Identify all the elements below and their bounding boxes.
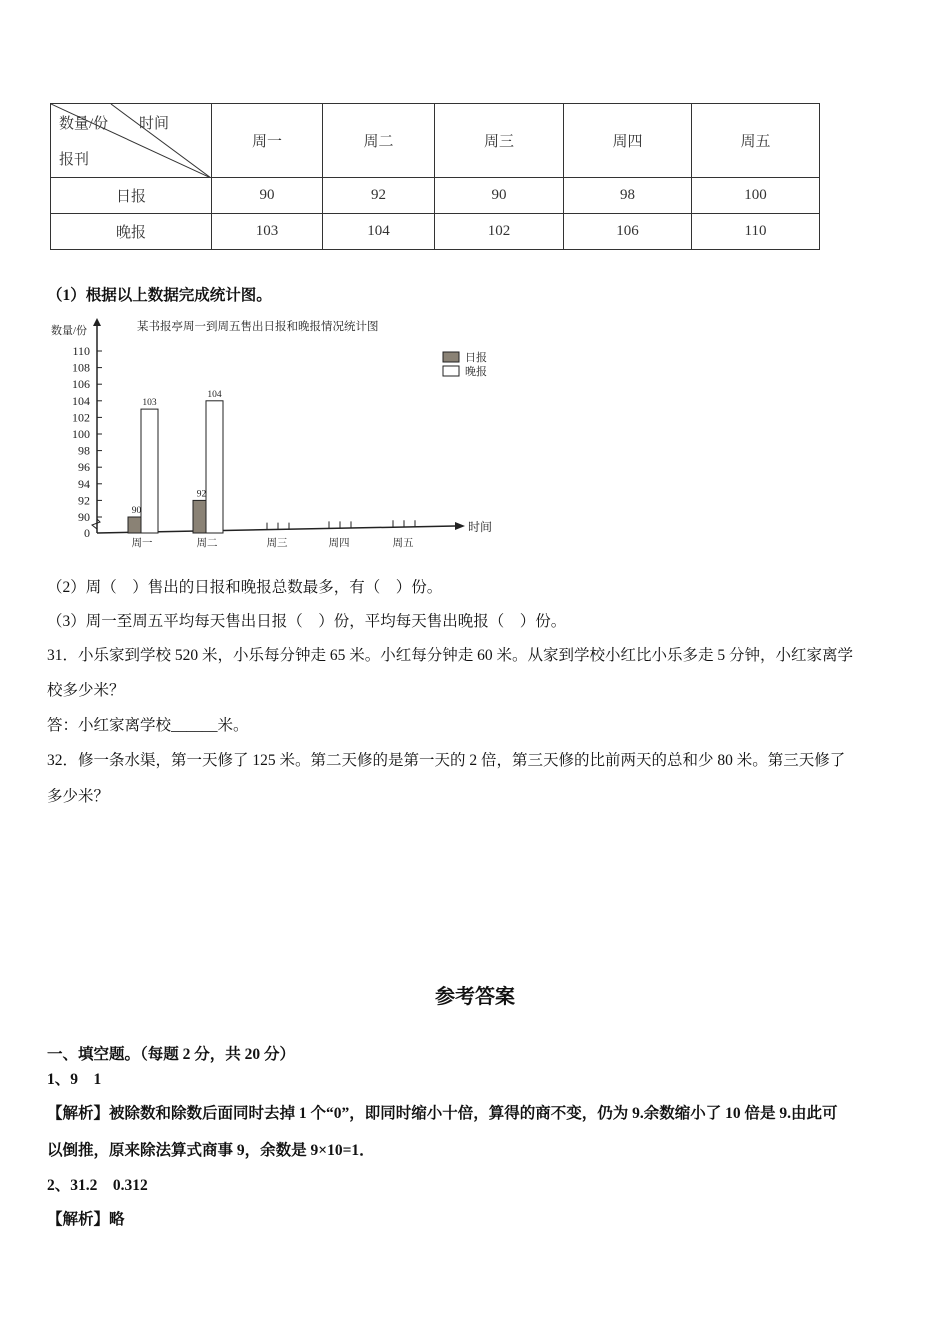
problem-32: 32．修一条水渠，第一天修了 125 米。第二天修的是第一天的 2 倍，第三天修的比前两天的总和少 80 米。第三天修了 bbox=[47, 752, 846, 769]
cell: 98 bbox=[564, 178, 692, 214]
row-label: 晚报 bbox=[51, 214, 212, 250]
newspaper-sales-table bbox=[50, 103, 820, 250]
y-tick-label: 92 bbox=[78, 493, 90, 508]
x-axis-label: 时间 bbox=[468, 520, 493, 534]
cell: 90 bbox=[212, 178, 323, 214]
x-tick-label: 周二 bbox=[196, 538, 218, 549]
answer-2-explanation: 【解析】略 bbox=[47, 1211, 125, 1228]
x-tick-label: 周三 bbox=[266, 538, 288, 549]
x-tick-label: 周一 bbox=[131, 538, 153, 549]
answer-2: 2、31.2 0.312 bbox=[47, 1177, 148, 1194]
legend-swatch bbox=[443, 352, 459, 362]
legend-label: 日报 bbox=[465, 352, 487, 364]
problem-31-answer: 答：小红家离学校______米。 bbox=[47, 717, 249, 734]
y-tick-label: 102 bbox=[72, 410, 90, 425]
answer-1: 1、9 1 bbox=[47, 1071, 102, 1088]
y-tick-label: 104 bbox=[72, 393, 90, 408]
question-1: （1）根据以上数据完成统计图。 bbox=[47, 287, 272, 304]
corner-label-time: 时间 bbox=[139, 116, 170, 132]
y-tick-label: 106 bbox=[72, 377, 90, 392]
axis-break bbox=[92, 519, 100, 529]
header-day: 周三 bbox=[435, 104, 564, 178]
header-day: 周二 bbox=[323, 104, 435, 178]
cell: 106 bbox=[564, 214, 692, 250]
y-axis-label: 数量/份 bbox=[51, 325, 88, 337]
bar-value-label: 92 bbox=[196, 489, 207, 500]
bar-value-label: 104 bbox=[207, 389, 222, 400]
x-tick-label: 周四 bbox=[328, 538, 350, 549]
legend-swatch bbox=[443, 366, 459, 376]
answers-title: 参考答案 bbox=[435, 986, 515, 1008]
bar-value-label: 90 bbox=[131, 506, 142, 516]
x-tick-label: 周五 bbox=[392, 538, 414, 549]
header-day: 周五 bbox=[692, 104, 820, 178]
y-tick-label: 108 bbox=[72, 360, 90, 375]
cell: 100 bbox=[692, 178, 820, 214]
cell: 92 bbox=[323, 178, 435, 214]
cell: 104 bbox=[323, 214, 435, 250]
header-day: 周四 bbox=[564, 104, 692, 178]
legend-label: 晚报 bbox=[465, 366, 487, 378]
x-axis-arrow bbox=[455, 522, 465, 530]
cell: 103 bbox=[212, 214, 323, 250]
corner-label-quantity: 数量/份 bbox=[59, 116, 109, 132]
answer-1-explanation-cont: 以倒推，原来除法算式商事 9，余数是 9×10=1． bbox=[47, 1142, 375, 1159]
bar-chart bbox=[45, 318, 505, 553]
y-tick-label: 98 bbox=[78, 443, 90, 458]
y-axis-arrow bbox=[93, 318, 101, 326]
cell: 90 bbox=[435, 178, 564, 214]
question-3: （3）周一至周五平均每天售出日报（ ）份，平均每天售出晚报（ ）份。 bbox=[47, 613, 567, 630]
y-tick-label: 110 bbox=[72, 344, 90, 358]
problem-32-cont: 多少米？ bbox=[47, 788, 110, 805]
y-tick-label: 90 bbox=[78, 510, 90, 524]
table-row bbox=[51, 178, 820, 214]
y-tick-label: 0 bbox=[84, 526, 90, 540]
table-row bbox=[51, 214, 820, 250]
problem-31: 31．小乐家到学校 520 米，小乐每分钟走 65 米。小红每分钟走 60 米。从家到学校小红比小乐多走 5 分钟，小红家离学 bbox=[47, 647, 854, 664]
bar-evening bbox=[206, 401, 223, 533]
answer-section-heading: 一、填空题。（每题 2 分，共 20 分） bbox=[47, 1046, 296, 1063]
y-tick-label: 96 bbox=[78, 460, 90, 475]
header-day: 周一 bbox=[212, 104, 323, 178]
y-tick-label: 94 bbox=[78, 476, 90, 491]
bar-value-label: 103 bbox=[142, 398, 157, 409]
corner-label-paper: 报刊 bbox=[59, 152, 90, 168]
bar-evening bbox=[141, 409, 158, 533]
row-label: 日报 bbox=[51, 178, 212, 214]
question-2: （2）周（ ）售出的日报和晚报总数最多，有（ ）份。 bbox=[47, 579, 443, 596]
problem-31-cont: 校多少米？ bbox=[47, 682, 125, 699]
table-corner-header bbox=[51, 104, 212, 178]
y-tick-label: 100 bbox=[72, 427, 90, 441]
answer-1-explanation: 【解析】被除数和除数后面同时去掉 1 个“0”，即同时缩小十倍，算得的商不变，仍为 9.余数缩小了 10 倍是 9.由此可 bbox=[47, 1105, 838, 1122]
chart-title: 某书报亭周一到周五售出日报和晚报情况统计图 bbox=[137, 321, 379, 333]
cell: 110 bbox=[692, 214, 820, 250]
cell: 102 bbox=[435, 214, 564, 250]
